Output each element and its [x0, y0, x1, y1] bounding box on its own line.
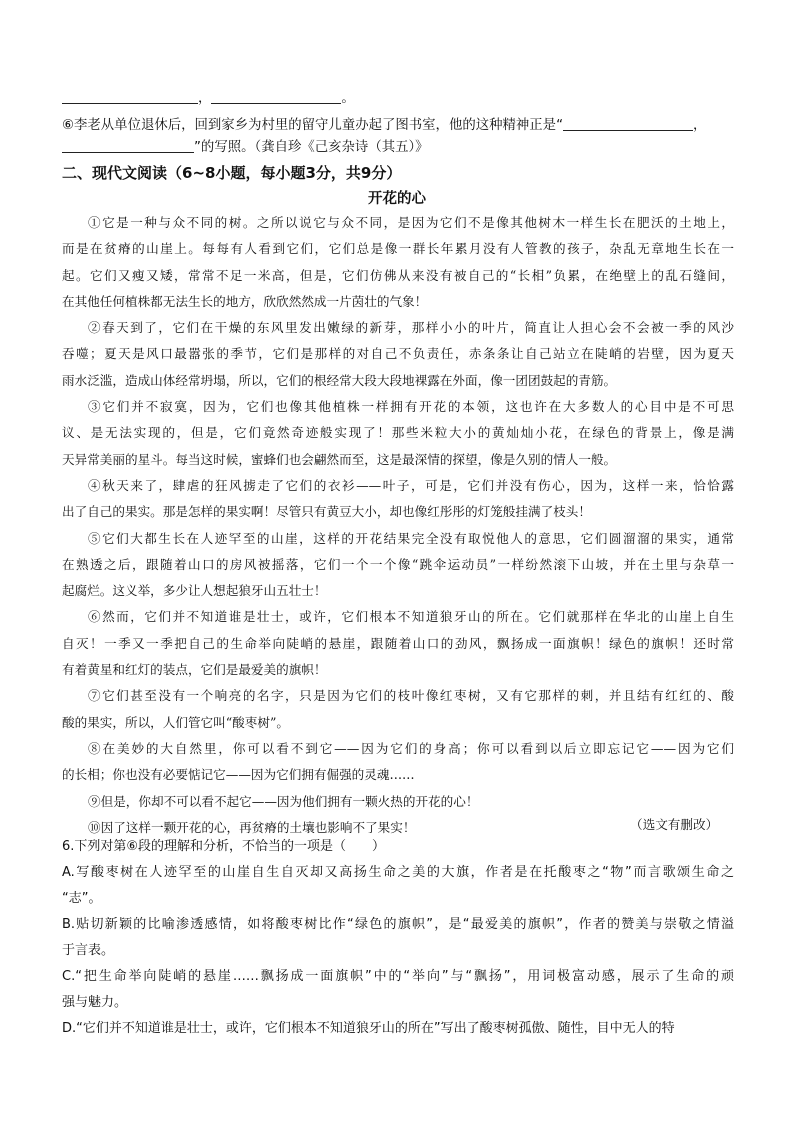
- essay-paragraph-8: ⑧在美妙的大自然里，你可以看不到它——因为它们的身高；你可以看到以后立即忘记它——因为它们 的长相；你也没有必要惦记它——因为它们拥有倔强的灵魂……: [62, 740, 734, 783]
- essay-paragraph-10: ⑩因了这样一颗开花的心，再贫瘠的土壤也影响不了果实！: [88, 819, 416, 835]
- essay-paragraph-4: ④秋天来了，肆虐的狂风掳走了它们的衣衫——叶子，可是，它们并没有伤心，因为，这样一来，恰恰露 出了自己的果实。那是怎样的果实啊！尽管只有黄豆大小，却也像红彤彤的灯笼般挂满了枝头！: [62, 477, 734, 520]
- fill-item-6-line1: ⑥李老从单位退休后，回到家乡为村里的留守儿童办起了图书室，他的这种精神正是“ ，: [62, 118, 707, 133]
- essay-body: [62, 210, 734, 841]
- essay-paragraph-9: ⑨但是，你却不可以看不起它——因为他们拥有一颗火热的开花的心！: [88, 793, 479, 809]
- fill-item-6-line2: ”的写照。（龚自珍《己亥杂诗（其五）》: [62, 137, 734, 159]
- option-c[interactable]: C.“把生命举向陡峭的悬崖……飘扬成一面旗帜”中的“举向”与“飘扬”，用词极富动感，展示了生命的顽 强与魅力。: [62, 969, 734, 1010]
- answer-blank[interactable]: [62, 138, 194, 153]
- essay-title: 开花的心: [368, 191, 426, 207]
- essay-paragraph-7: ⑦它们甚至没有一个响亮的名字，只是因为它们的枝叶像红枣树，又有它那样的刺，并且结有红红的、酸 酸的果实，所以，人们管它叫“酸枣树”。: [62, 688, 734, 730]
- answer-blank[interactable]: [62, 89, 198, 104]
- question-6: [62, 834, 734, 1042]
- option-d[interactable]: D.“它们并不知道谁是壮士，或许，它们根本不知道狼牙山的所在”写出了酸枣树孤傲、随性，目中无人的特: [62, 1021, 675, 1036]
- essay-paragraph-2: ②春天到了，它们在干燥的东风里发出嫩绿的新芽，那样小小的叶片，简直让人担心会不会被一季的风沙 吞噬；夏天是风口最嚣张的季节，它们是那样的对自己不负责任，赤条条让自己站立在陡峭的岩壁，因为夏天 雨水泛滥，造成山体经常坍塌，所以，它们的根经常大段大段地裸露在外面，像一团团鼓起的青筋。: [62, 320, 734, 388]
- source-note: （选文有删改）: [630, 817, 719, 832]
- essay-paragraph-1: ①它是一种与众不同的树。之所以说它与众不同，是因为它们不是像其他树木一样生长在肥沃的土地上， 而是在贫瘠的山崖上。每每有人看到它们，它们总是像一群长年累月没有人管教的孩子，杂乱无章地生长在一 起。它们又瘦又矮，常常不足一米高，但是，它们仿佛从来没有被自己的“长相”负累，在绝壁上的乱石缝间， 在其他任何植株都无法生长的地方，欣欣然然成一片茵壮的气象！: [62, 215, 734, 309]
- fill-line-1: ， 。: [62, 88, 734, 110]
- answer-blank[interactable]: [211, 89, 341, 104]
- essay-paragraph-3: ③它们并不寂寞，因为，它们也像其他植株一样拥有开花的本领，这也许在大多数人的心目中是不可思 议、是无法实现的，但是，它们竟然奇迹般实现了！那些米粒大小的黄灿灿小花，在绿色的背景上，像是满 天异常美丽的星斗。每当这时候，蜜蜂们也会翩然而至，这是最深情的探望，像是久别的情人一般。: [62, 399, 734, 467]
- option-a[interactable]: A.写酸枣树在人迹罕至的山崖自生自灭却又高扬生命之美的大旗，作者是在托酸枣之“物”而言歌颂生命之 “志”。: [62, 865, 734, 906]
- option-b[interactable]: B.贴切新颖的比喻渗透感情，如将酸枣树比作“绿色的旗帜”，是“最爱美的旗帜”，作者的赞美与崇敬之情溢 于言表。: [62, 917, 734, 958]
- answer-blank[interactable]: [563, 116, 693, 131]
- section-heading: 二、现代文阅读（6~8小题，每小题3分，共9分）: [62, 164, 402, 182]
- essay-paragraph-6: ⑥然而，它们并不知道谁是壮士，或许，它们根本不知道狼牙山的所在。它们就那样在华北的山崖上自生 自灭！一季又一季把自己的生命举向陡峭的悬崖，跟随着山口的劲风，飘扬成一面旗帜！绿色的旗帜！还时常 有着黄星和红灯的装点，它们是最爱美的旗帜！: [62, 609, 734, 678]
- essay-paragraph-5: ⑤它们大都生长在人迹罕至的山崖，这样的开花结果完全没有取悦他人的意思，它们圆溜溜的果实，通常 在熟透之后，跟随着山口的房风被摇落，它们一个一个像“跳伞运动员”一样纷然滚下山坡，并在土里与杂草一 起腐烂。这义举，多少让人想起狼牙山五壮士！: [62, 530, 734, 599]
- question-stem: 6.下列对第⑥段的理解和分析，不恰当的一项是（ ）: [62, 839, 386, 854]
